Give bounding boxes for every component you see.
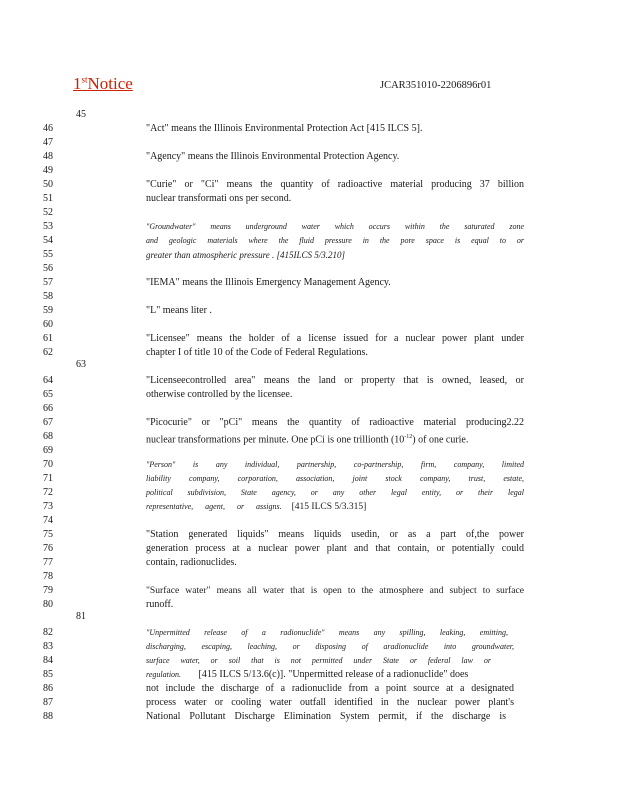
definition-curie-cont: nuclear transformati ons per second.	[146, 193, 292, 204]
definition-groundwater-end: greater than atmospheric pressure . [415ILCS 5/3.210]	[146, 250, 345, 260]
line-number: 73	[43, 501, 53, 512]
line-number: 53	[43, 221, 53, 232]
definition-agency: "Agency" means the Illinois Environmental Protection Agency.	[146, 151, 400, 162]
line-number: 51	[43, 193, 53, 204]
line-number: 45	[76, 109, 86, 120]
person-italic-tail: representative, agent, or assigns.	[146, 502, 282, 511]
definition-person: "Person" is any individual, partnership, co-partnership, firm, company, limited	[146, 460, 524, 469]
definition-station-generated-liquids-cont: generation process at a nuclear power plant and that contain, or potentially could	[146, 543, 524, 554]
line-number: 68	[43, 431, 53, 442]
definition-picocurie: "Picocurie" or "pCi" means the quantity of radioactive material producing2.22	[146, 417, 524, 428]
definition-picocurie-cont	[146, 431, 468, 446]
definition-licensee-controlled-area: "Licenseecontrolled area" means the land or property that is owned, leased, or	[146, 375, 524, 386]
definition-station-generated-liquids: "Station generated liquids" means liquids usedin, or as a part of,the power	[146, 529, 524, 540]
definition-person-cont1: liability company, corporation, association, joint stock company, trust, estate,	[146, 474, 524, 483]
line-number: 77	[43, 557, 53, 568]
line-number: 78	[43, 571, 53, 582]
line-number: 49	[43, 165, 53, 176]
notice-superscript: st	[81, 74, 88, 85]
line-number: 50	[43, 179, 53, 190]
line-number: 76	[43, 543, 53, 554]
line-number: 74	[43, 515, 53, 526]
document-id: JCAR351010-2206896r01	[380, 80, 492, 91]
line-number: 57	[43, 277, 53, 288]
line-number: 48	[43, 151, 53, 162]
definition-surface-water: "Surface water" means all water that is open to the atmosphere and subject to surface	[146, 585, 524, 596]
definition-person-end	[146, 501, 366, 513]
unpermitted-italic-tail: regulation.	[146, 670, 182, 679]
line-number: 58	[43, 291, 53, 302]
definition-licensee-controlled-area-cont: otherwise controlled by the licensee.	[146, 389, 293, 400]
line-number: 88	[43, 711, 53, 722]
line-number: 82	[43, 627, 53, 638]
line-number: 72	[43, 487, 53, 498]
definition-unpermitted-release-cont1: discharging, escaping, leaching, or disposing of aradionuclide into groundwater,	[146, 642, 514, 651]
line-number: 63	[76, 359, 86, 370]
definition-licensee-cont: chapter I of title 10 of the Code of Federal Regulations.	[146, 347, 368, 358]
definition-iema: "IEMA" means the Illinois Emergency Management Agency.	[146, 277, 391, 288]
line-number: 83	[43, 641, 53, 652]
picocurie-exponent: -12	[404, 434, 413, 440]
line-number: 47	[43, 137, 53, 148]
unpermitted-citation: [415 ILCS 5/13.6(c)]. "Unpermitted release of a radionuclide" does	[198, 669, 469, 680]
definition-liter: "L" means liter .	[146, 305, 212, 316]
line-number: 65	[43, 389, 53, 400]
definition-unpermitted-release-cont3	[146, 669, 468, 681]
notice-number: 1	[73, 74, 82, 93]
definition-curie: "Curie" or "Ci" means the quantity of radioactive material producing 37 billion	[146, 179, 524, 190]
picocurie-text: nuclear transformations per minute. One pCi is one trillionth (10	[146, 434, 405, 446]
line-number: 71	[43, 473, 53, 484]
definition-unpermitted-release-cont5: process water or cooling water outfall identified in the nuclear power plant's	[146, 697, 514, 708]
line-number: 54	[43, 235, 53, 246]
definition-station-generated-liquids-end: contain, radionuclides.	[146, 557, 237, 568]
definition-unpermitted-release-cont2: surface water, or soil that is not permitted under State or federal law or	[146, 656, 491, 665]
line-number: 66	[43, 403, 53, 414]
definition-surface-water-end: runoff.	[146, 599, 174, 610]
line-number: 70	[43, 459, 53, 470]
definition-unpermitted-release: "Unpermitted release of a radionuclide" means any spilling, leaking, emitting,	[146, 628, 508, 637]
definition-person-cont2: political subdivision, State agency, or any other legal entity, or their legal	[146, 488, 524, 497]
line-number: 69	[43, 445, 53, 456]
notice-heading	[73, 74, 133, 94]
notice-word: Notice	[87, 74, 133, 93]
line-number: 64	[43, 375, 53, 386]
line-number: 80	[43, 599, 53, 610]
picocurie-text-end: ) of one curie.	[412, 434, 469, 446]
line-number: 81	[76, 611, 86, 622]
definition-unpermitted-release-cont6: National Pollutant Discharge Elimination System permit, if the discharge is	[146, 711, 506, 722]
line-number: 84	[43, 655, 53, 666]
line-number: 61	[43, 333, 53, 344]
line-number: 79	[43, 585, 53, 596]
line-number: 52	[43, 207, 53, 218]
definition-licensee: "Licensee" means the holder of a license issued for a nuclear power plant under	[146, 333, 524, 344]
person-citation: [415 ILCS 5/3.315]	[291, 502, 367, 512]
line-number: 59	[43, 305, 53, 316]
line-number: 75	[43, 529, 53, 540]
line-number: 85	[43, 669, 53, 680]
line-number: 87	[43, 697, 53, 708]
definition-groundwater-cont: and geologic materials where the fluid pressure in the pore space is equal to or	[146, 236, 524, 245]
line-number: 56	[43, 263, 53, 274]
line-number: 86	[43, 683, 53, 694]
definition-act: "Act" means the Illinois Environmental Protection Act [415 ILCS 5].	[146, 123, 423, 134]
line-number: 55	[43, 249, 53, 260]
definition-groundwater: "Groundwater" means underground water which occurs within the saturated zone	[146, 222, 524, 231]
line-number: 60	[43, 319, 53, 330]
line-number: 67	[43, 417, 53, 428]
definition-unpermitted-release-cont4: not include the discharge of a radionuclide from a point source at a designated	[146, 683, 514, 694]
line-number: 46	[43, 123, 53, 134]
line-number: 62	[43, 347, 53, 358]
